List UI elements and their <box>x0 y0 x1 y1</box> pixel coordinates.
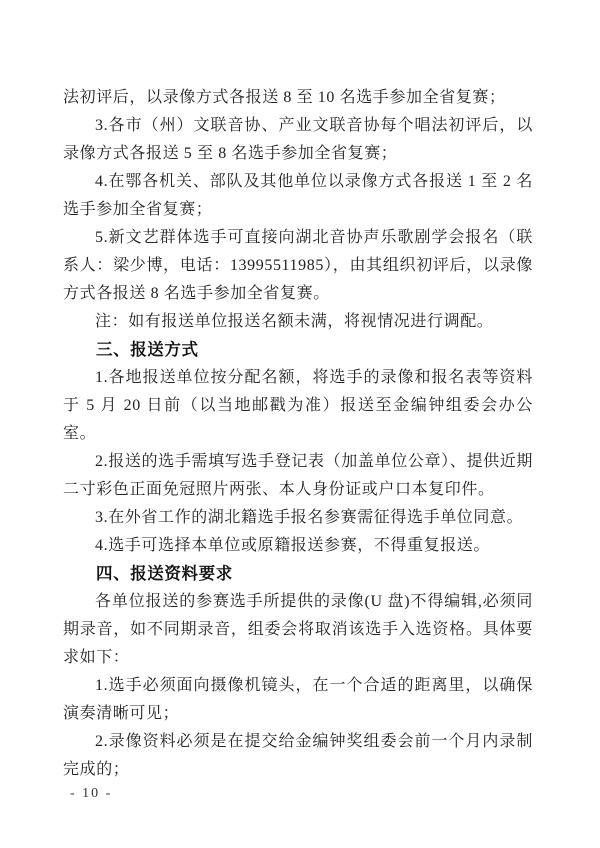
paragraph-requirement-1: 1.选手必须面向摄像机镜头，在一个合适的距离里，以确保演奏清晰可见； <box>63 677 533 722</box>
paragraph-requirement-2: 2.录像资料必须是在提交给金编钟奖组委会前一个月内录制完成的； <box>63 733 533 778</box>
paragraph-item-4: 4.在鄂各机关、部队及其他单位以录像方式各报送 1 至 2 名选手参加全省复赛； <box>63 173 533 218</box>
section-heading-4: 四、报送资料要求 <box>96 565 233 583</box>
paragraph-item-5: 5.新文艺群体选手可直接向湖北音协声乐歌剧学会报名（联系人：梁少博，电话：13995511985），由其组织初评后，以录像方式各报送 8 名选手参加全省复赛。 <box>63 229 533 302</box>
paragraph-method-4: 4.选手可选择本单位或原籍报送参赛，不得重复报送。 <box>95 537 491 554</box>
paragraph-method-1: 1.各地报送单位按分配名额，将选手的录像和报名表等资料于 5 月 20 日前（以当地邮戳为准）报送至金编钟组委会办公室。 <box>63 369 533 442</box>
paragraph-requirements-intro: 各单位报送的参赛选手所提供的录像(U 盘)不得编辑,必须同期录音，如不同期录音，组委会将取消该选手入选资格。具体要求如下： <box>63 593 533 666</box>
paragraph-note: 注：如有报送单位报送名额未满，将视情况进行调配。 <box>95 313 494 330</box>
document-body <box>63 84 533 784</box>
paragraph-method-2: 2.报送的选手需填写选手登记表（加盖单位公章）、提供近期二寸彩色正面免冠照片两张、本人身份证或户口本复印件。 <box>63 453 533 498</box>
paragraph-item-3: 3.各市（州）文联音协、产业文联音协每个唱法初评后，以录像方式各报送 5 至 8 名选手参加全省复赛； <box>63 117 533 162</box>
paragraph-method-3: 3.在外省工作的湖北籍选手报名参赛需征得选手单位同意。 <box>95 509 524 526</box>
page-number: - 10 - <box>70 786 113 801</box>
section-heading-3: 三、报送方式 <box>96 341 199 359</box>
paragraph-continuation: 法初评后，以录像方式各报送 8 至 10 名选手参加全省复赛； <box>63 89 506 106</box>
